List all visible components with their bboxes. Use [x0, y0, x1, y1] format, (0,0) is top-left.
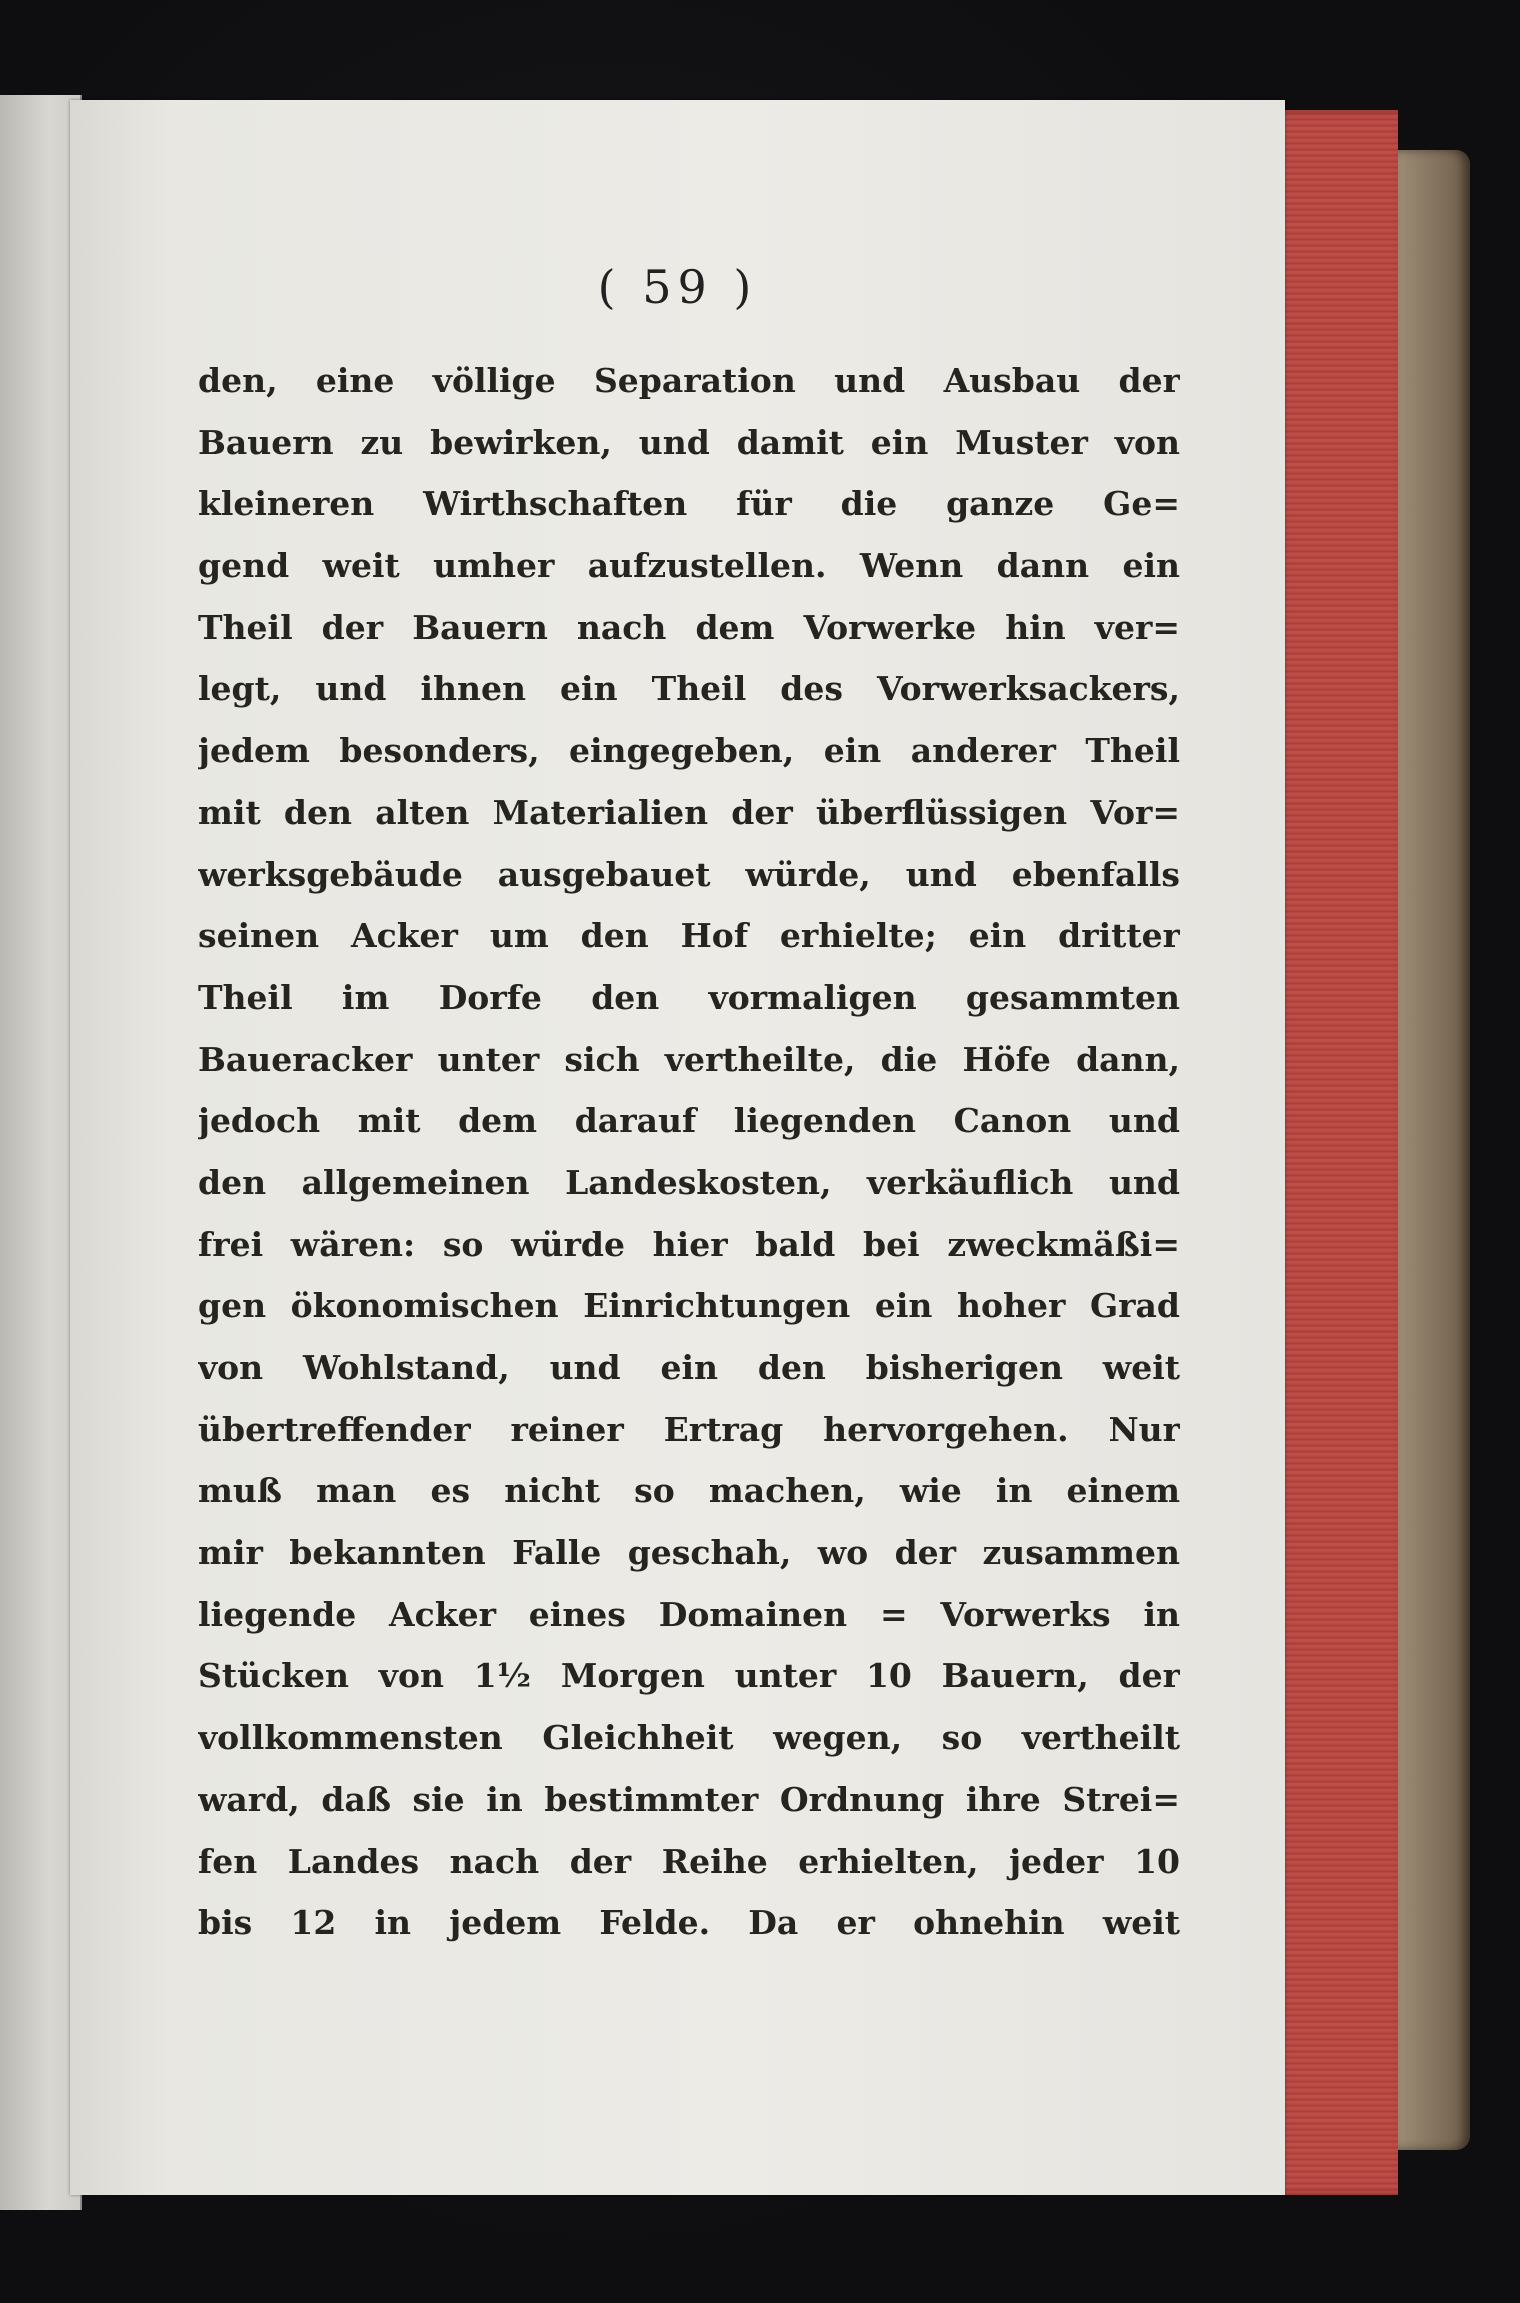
- text-line: muß man es nicht so machen, wie in einem: [198, 1471, 1180, 1511]
- text-line: kleineren Wirthschaften für die ganze Ge=: [198, 484, 1180, 524]
- page-number: ( 59 ): [597, 260, 758, 314]
- book-page: [70, 100, 1285, 2195]
- text-line: ward, daß sie in bestimmter Ordnung ihre Strei=: [198, 1779, 1180, 1819]
- text-line: Stücken von 1½ Morgen unter 10 Bauern, der: [198, 1656, 1180, 1696]
- text-line: frei wären: so würde hier bald bei zweckmäßi=: [198, 1224, 1180, 1264]
- text-line: Theil im Dorfe den vormaligen gesammten: [198, 977, 1180, 1017]
- text-line: bis 12 in jedem Felde. Da er ohnehin weit: [198, 1903, 1180, 1943]
- text-line: den, eine völlige Separation und Ausbau der: [198, 361, 1180, 400]
- text-line: werksgebäude ausgebauet würde, und ebenfalls: [198, 854, 1180, 894]
- text-line: Bauern zu bewirken, und damit ein Muster von: [198, 422, 1180, 462]
- text-line: vollkommensten Gleichheit wegen, so vertheilt: [198, 1718, 1180, 1758]
- page-text: [198, 350, 1180, 1954]
- text-line: den allgemeinen Landeskosten, verkäuflich und: [198, 1162, 1180, 1202]
- text-line: liegende Acker eines Domainen = Vorwerks in: [198, 1594, 1180, 1634]
- text-line: gen ökonomischen Einrichtungen ein hoher Grad: [198, 1286, 1180, 1326]
- text-line: übertreffender reiner Ertrag hervorgehen. Nur: [198, 1409, 1180, 1449]
- text-line: legt, und ihnen ein Theil des Vorwerksackers,: [198, 669, 1180, 709]
- text-line: Baueracker unter sich vertheilte, die Höfe dann,: [198, 1039, 1180, 1079]
- text-line: seinen Acker um den Hof erhielte; ein dritter: [198, 916, 1180, 956]
- text-line: jedoch mit dem darauf liegenden Canon und: [198, 1101, 1180, 1141]
- text-line: fen Landes nach der Reihe erhielten, jeder 10: [198, 1841, 1180, 1881]
- text-line: von Wohlstand, und ein den bisherigen weit: [198, 1348, 1180, 1387]
- text-line: gend weit umher aufzustellen. Wenn dann ein: [198, 546, 1180, 586]
- text-line: mir bekannten Falle geschah, wo der zusammen: [198, 1533, 1180, 1573]
- red-page-edges: [1268, 110, 1398, 2195]
- text-line: Theil der Bauern nach dem Vorwerke hin ver=: [198, 607, 1180, 647]
- text-line: mit den alten Materialien der überflüssigen Vor=: [198, 792, 1180, 832]
- text-line: jedem besonders, eingegeben, ein anderer Theil: [198, 731, 1180, 771]
